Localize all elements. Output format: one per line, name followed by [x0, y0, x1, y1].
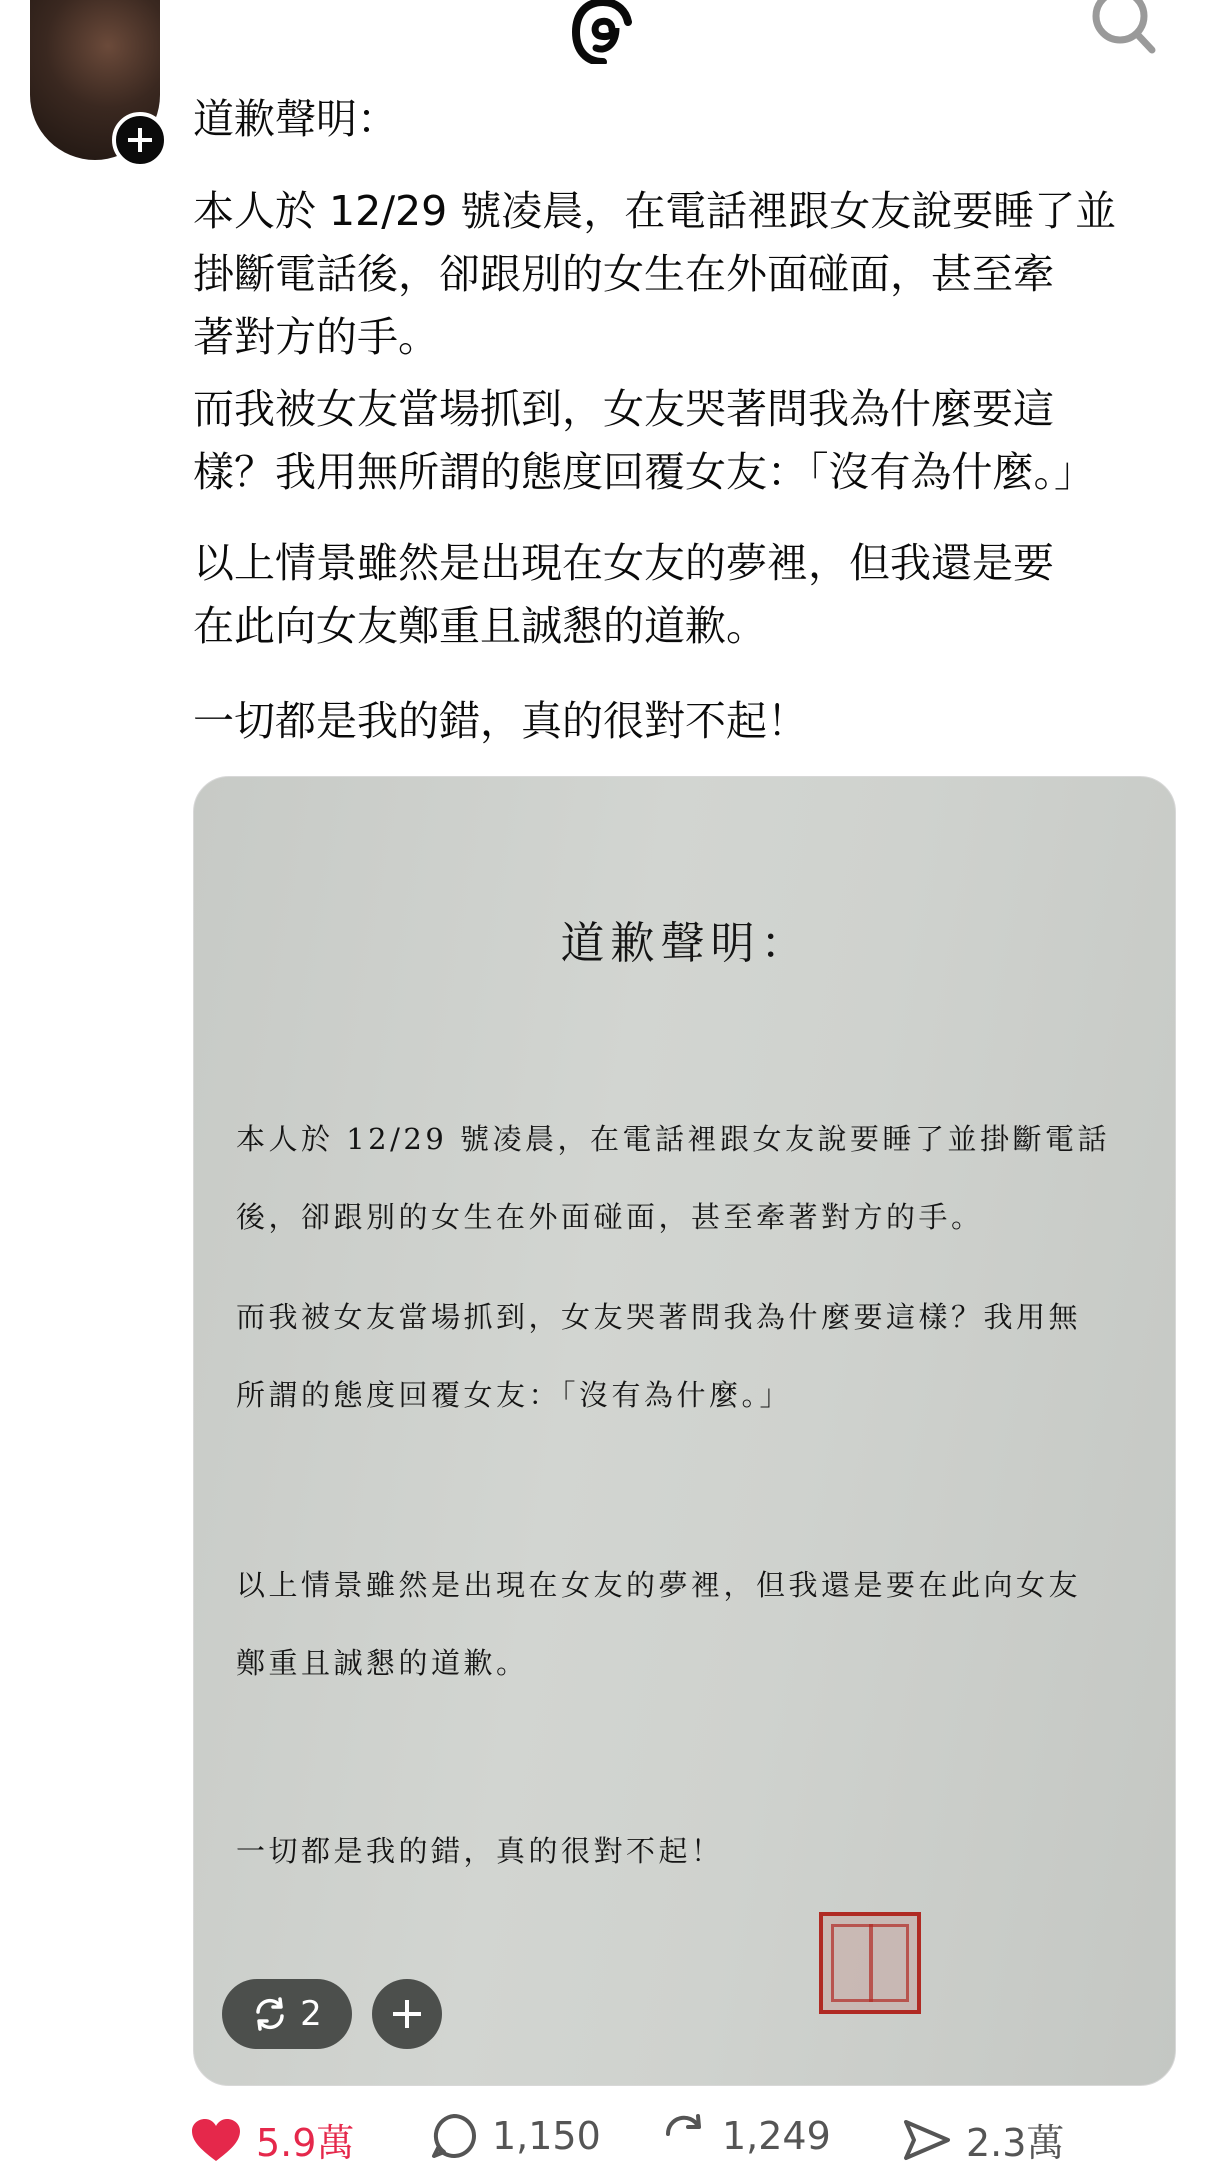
document-line: 後，卻跟別的女生在外面碰面，甚至牽著對方的手。: [236, 1200, 984, 1234]
repost-icon: [660, 2112, 708, 2160]
document-line: 本人於 12/29 號凌晨，在電話裡跟女友說要睡了並掛斷電話: [236, 1122, 1111, 1156]
avatar[interactable]: [30, 0, 160, 162]
post-paragraph: 本人於 12/29 號凌晨，在電話裡跟女友說要睡了並 掛斷電話後，卻跟別的女生在外面碰面，甚至牽 著對方的手。: [193, 187, 1117, 361]
like-count: 5.9萬: [256, 2121, 355, 2165]
document-title: 道歉聲明：: [560, 918, 811, 969]
document-line: 而我被女友當場抓到，女友哭著問我為什麼要這樣？我用無: [236, 1300, 1082, 1334]
follow-button[interactable]: [112, 112, 168, 168]
seal-stamp: [819, 1912, 921, 2014]
post-paragraph: 以上情景雖然是出現在女友的夢裡，但我還是要 在此向女友鄭重且誠懇的道歉。: [193, 539, 1054, 650]
apology-document: [194, 777, 1176, 2086]
comment-count: 1,150: [492, 2114, 601, 2158]
send-icon: [902, 2116, 952, 2164]
plus-icon: [392, 1999, 422, 2029]
top-bar: [0, 0, 1206, 70]
share-button[interactable]: [902, 2112, 1064, 2167]
post-image[interactable]: [193, 776, 1176, 2086]
image-repost-button[interactable]: [222, 1979, 352, 2049]
plus-icon: [127, 127, 153, 153]
document-line: 所謂的態度回覆女友：「沒有為什麼。」: [236, 1378, 793, 1412]
repost-icon: [252, 1996, 288, 2032]
document-line: 鄭重且誠懇的道歉。: [236, 1646, 529, 1680]
comment-button[interactable]: [430, 2112, 601, 2160]
image-add-button[interactable]: [372, 1979, 442, 2049]
image-repost-count: 2: [300, 1994, 322, 2034]
repost-count: 1,249: [722, 2114, 831, 2158]
document-line: 一切都是我的錯，真的很對不起！: [236, 1834, 724, 1868]
post-paragraph: 一切都是我的錯，真的很對不起！: [193, 697, 808, 745]
repost-button[interactable]: [660, 2112, 831, 2160]
action-bar: [190, 2112, 1190, 2172]
threads-logo-icon[interactable]: [568, 0, 638, 64]
like-button[interactable]: [190, 2112, 354, 2167]
comment-icon: [430, 2112, 478, 2160]
heart-icon: [190, 2117, 242, 2163]
post-paragraph: 而我被女友當場抓到，女友哭著問我為什麼要這 樣？我用無所謂的態度回覆女友：「沒有為什麼。」: [193, 385, 1095, 496]
document-line: 以上情景雖然是出現在女友的夢裡，但我還是要在此向女友: [236, 1568, 1082, 1602]
post-title: 道歉聲明：: [193, 95, 398, 143]
search-icon[interactable]: [1092, 0, 1158, 56]
share-count: 2.3萬: [966, 2121, 1065, 2165]
